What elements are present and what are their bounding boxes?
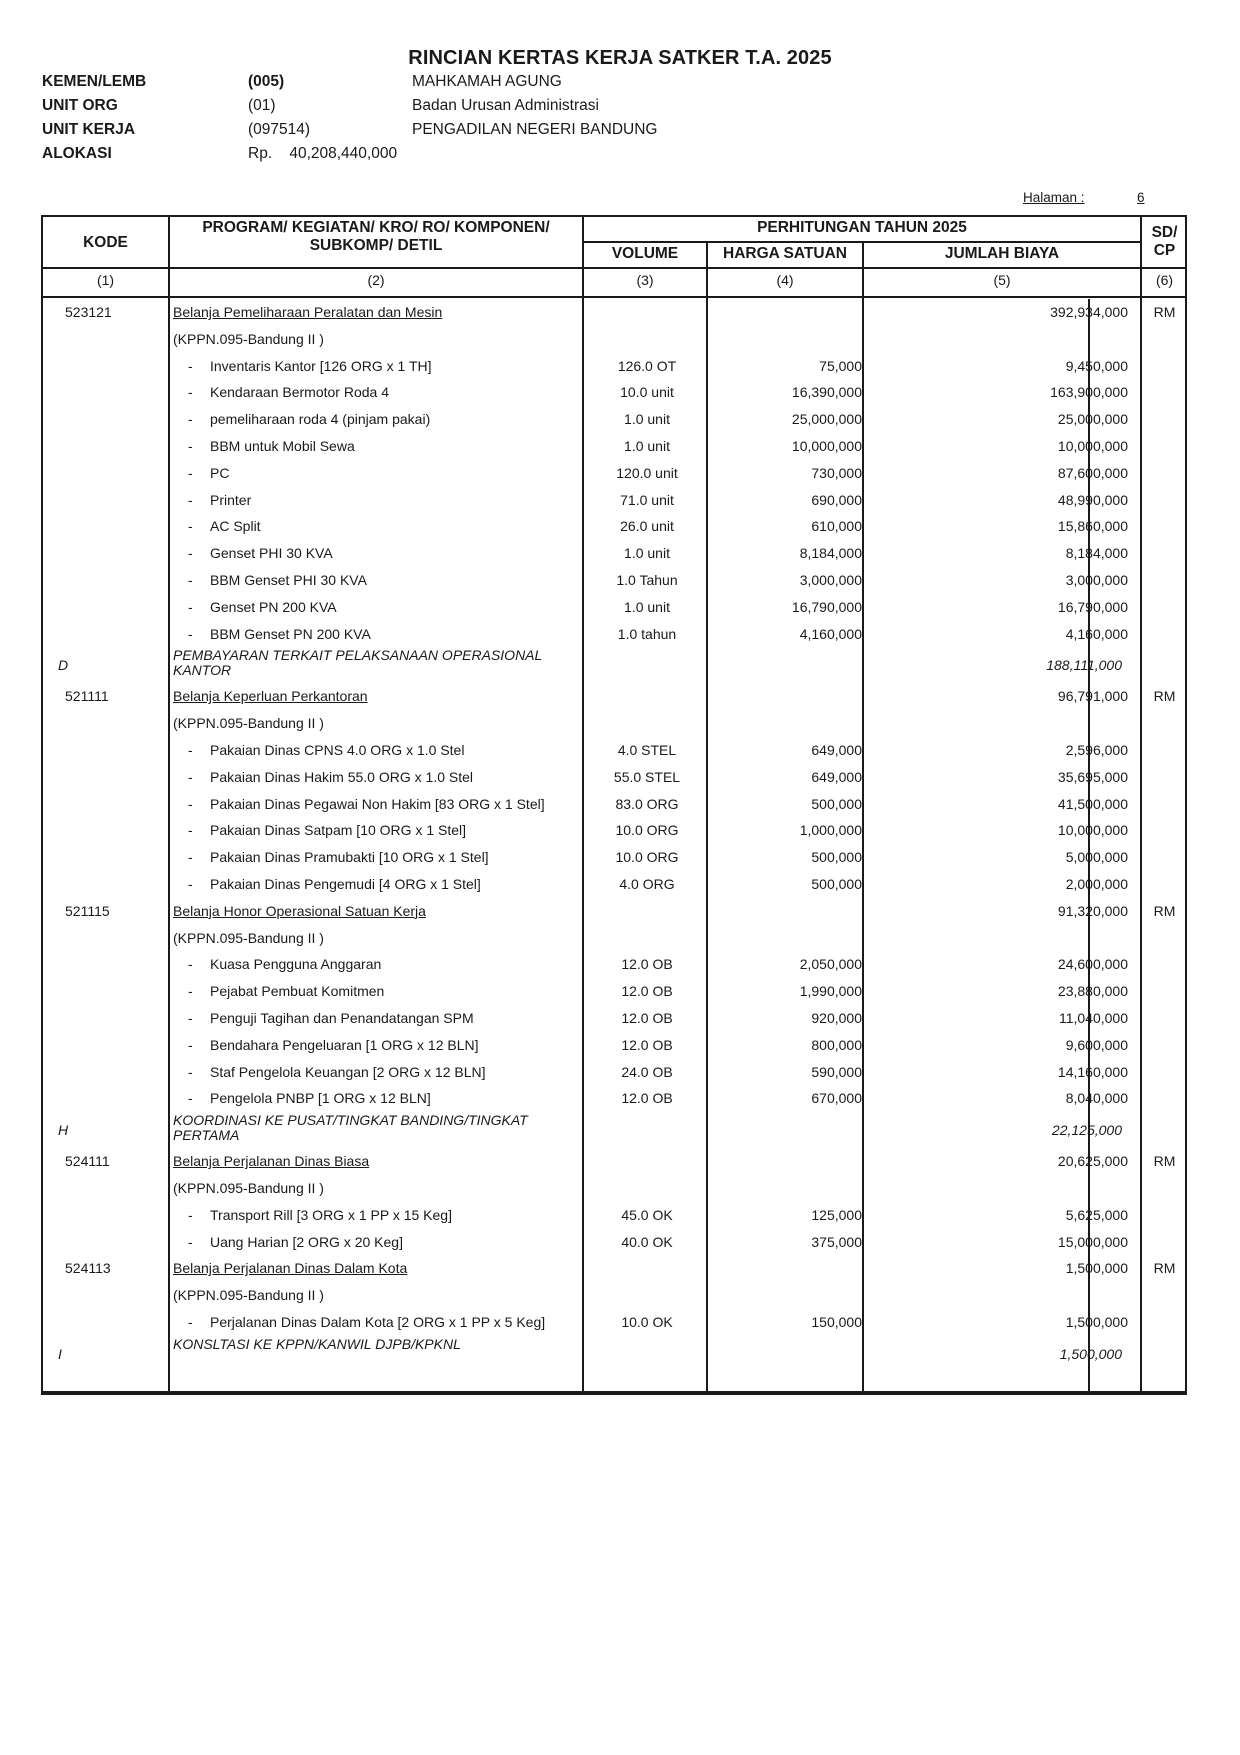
item-description: Pakaian Dinas Satpam [10 ORG x 1 Stel] <box>210 822 467 839</box>
source-of-funds: RM <box>1153 902 1176 919</box>
kppn-label: (KPPN.095-Bandung II ) <box>173 1179 324 1196</box>
item-description: Transport Rill [3 ORG x 1 PP x 15 Keg] <box>210 1206 452 1223</box>
bullet-dash: - <box>188 741 193 758</box>
item-total: 9,450,000 <box>1065 357 1128 374</box>
bullet-dash: - <box>188 384 193 401</box>
item-description: Pakaian Dinas Hakim 55.0 ORG x 1.0 Stel <box>210 768 474 785</box>
item-volume: 1.0 unit <box>624 437 670 454</box>
account-total: 96,791,000 <box>1057 688 1128 705</box>
table-row-item <box>43 1229 1185 1256</box>
bullet-dash: - <box>188 625 193 642</box>
item-description: pemeliharaan roda 4 (pinjam pakai) <box>210 411 431 428</box>
item-unit-price: 3,000,000 <box>799 571 862 588</box>
source-of-funds: RM <box>1153 1153 1176 1170</box>
component-total: 22,125,000 <box>1051 1122 1122 1139</box>
item-volume: 12.0 OB <box>621 983 673 1000</box>
meta-label: KEMEN/LEMB <box>42 73 147 90</box>
bullet-dash: - <box>188 464 193 481</box>
bullet-dash: - <box>188 545 193 562</box>
item-unit-price: 590,000 <box>811 1063 862 1080</box>
table-row-item <box>43 978 1185 1005</box>
table-row-item <box>43 621 1185 648</box>
account-total: 1,500,000 <box>1065 1260 1128 1277</box>
header-sd-line2: CP <box>1153 242 1176 259</box>
header-kode: KODE <box>83 234 128 251</box>
header-sd-cp <box>1142 224 1187 260</box>
item-total: 16,790,000 <box>1057 598 1128 615</box>
bullet-dash: - <box>188 1233 193 1250</box>
page-number: 6 <box>1137 190 1145 205</box>
account-code: 524113 <box>65 1260 111 1277</box>
item-total: 15,860,000 <box>1057 518 1128 535</box>
item-total: 15,000,000 <box>1057 1233 1128 1250</box>
item-volume: 4.0 STEL <box>617 741 677 758</box>
source-of-funds: RM <box>1153 688 1176 705</box>
meta-name: PENGADILAN NEGERI BANDUNG <box>412 121 658 138</box>
header-harga: HARGA SATUAN <box>723 245 847 262</box>
budget-table <box>41 215 1187 1393</box>
item-unit-price: 16,790,000 <box>791 598 862 615</box>
table-row-item <box>43 460 1185 487</box>
item-unit-price: 920,000 <box>811 1009 862 1026</box>
item-total: 10,000,000 <box>1057 822 1128 839</box>
table-row-item <box>43 487 1185 514</box>
component-code: D <box>58 657 69 674</box>
item-unit-price: 730,000 <box>811 464 862 481</box>
item-total: 25,000,000 <box>1057 411 1128 428</box>
item-description: AC Split <box>210 518 261 535</box>
component-code: H <box>58 1122 69 1139</box>
header-sd-line1: SD/ <box>1151 224 1178 241</box>
meta-name: MAHKAMAH AGUNG <box>412 73 562 90</box>
account-total: 392,934,000 <box>1050 304 1128 320</box>
bullet-dash: - <box>188 849 193 866</box>
header-program-line2: SUBKOMP/ DETIL <box>309 237 443 254</box>
table-row-item <box>43 951 1185 978</box>
item-unit-price: 8,184,000 <box>799 545 862 562</box>
meta-label: ALOKASI <box>42 145 112 162</box>
kppn-label: (KPPN.095-Bandung II ) <box>173 715 324 732</box>
item-description: PC <box>210 464 230 481</box>
item-volume: 120.0 unit <box>616 464 678 481</box>
header-volume: VOLUME <box>611 245 679 262</box>
item-total: 11,040,000 <box>1058 1009 1128 1026</box>
table-row-kppn <box>43 925 1185 952</box>
account-code: 524111 <box>65 1153 110 1170</box>
table-row-item <box>43 737 1185 764</box>
item-volume: 126.0 OT <box>617 357 677 374</box>
item-volume: 26.0 unit <box>620 518 674 535</box>
item-volume: 12.0 OB <box>621 1036 673 1053</box>
item-description: Pakaian Dinas Pegawai Non Hakim [83 ORG x 1 Stel] <box>210 795 545 812</box>
item-total: 24,600,000 <box>1057 956 1128 973</box>
item-volume: 83.0 ORG <box>615 795 679 812</box>
bullet-dash: - <box>188 598 193 615</box>
item-volume: 4.0 ORG <box>619 875 675 892</box>
item-unit-price: 649,000 <box>811 768 862 785</box>
bullet-dash: - <box>188 491 193 508</box>
kppn-label: (KPPN.095-Bandung II ) <box>173 330 324 347</box>
table-row-item <box>43 871 1185 898</box>
item-description: Inventaris Kantor [126 ORG x 1 TH] <box>210 357 432 374</box>
item-unit-price: 1,990,000 <box>799 983 862 1000</box>
account-name-link[interactable]: Belanja Perjalanan Dinas Dalam Kota <box>173 1260 408 1277</box>
item-description: Pengelola PNBP [1 ORG x 12 BLN] <box>210 1090 431 1107</box>
account-total: 91,320,000 <box>1057 902 1128 919</box>
bullet-dash: - <box>188 1206 193 1223</box>
header-jumlah: JUMLAH BIAYA <box>944 245 1060 262</box>
account-name-link[interactable]: Belanja Pemeliharaan Peralatan dan Mesin <box>173 304 443 320</box>
bullet-dash: - <box>188 1313 193 1330</box>
item-description: Genset PN 200 KVA <box>210 598 337 615</box>
bullet-dash: - <box>188 822 193 839</box>
header-perhitungan: PERHITUNGAN TAHUN 2025 <box>757 219 967 236</box>
item-total: 1,500,000 <box>1065 1313 1128 1330</box>
item-description: Pakaian Dinas CPNS 4.0 ORG x 1.0 Stel <box>210 741 465 758</box>
item-total: 163,900,000 <box>1050 384 1128 401</box>
account-total: 20,625,000 <box>1057 1153 1128 1170</box>
item-volume: 10.0 unit <box>620 384 674 401</box>
account-name-link[interactable]: Belanja Perjalanan Dinas Biasa <box>173 1153 370 1170</box>
table-row-kppn <box>43 710 1185 737</box>
meta-name: Badan Urusan Administrasi <box>412 97 599 114</box>
table-row-item <box>43 1032 1185 1059</box>
item-total: 48,990,000 <box>1057 491 1128 508</box>
item-volume: 1.0 Tahun <box>616 571 678 588</box>
meta-code: (01) <box>248 97 276 114</box>
item-volume: 12.0 OB <box>621 956 673 973</box>
account-name-link[interactable]: Belanja Keperluan Perkantoran <box>173 688 368 705</box>
item-total: 35,695,000 <box>1057 768 1128 785</box>
table-row-kppn <box>43 1175 1185 1202</box>
component-name: PEMBAYARAN TERKAIT PELAKSANAAN OPERASIONAL KANTOR <box>173 647 543 679</box>
table-row-item <box>43 353 1185 380</box>
item-description: Staf Pengelola Keuangan [2 ORG x 12 BLN] <box>210 1063 486 1080</box>
meta-code: (097514) <box>248 121 311 138</box>
item-volume: 10.0 ORG <box>615 822 679 839</box>
kppn-label: (KPPN.095-Bandung II ) <box>173 929 324 946</box>
item-description: BBM Genset PN 200 KVA <box>210 625 371 642</box>
bullet-dash: - <box>188 956 193 973</box>
kppn-label: (KPPN.095-Bandung II ) <box>173 1287 324 1304</box>
item-volume: 12.0 OB <box>621 1009 673 1026</box>
table-row-component <box>43 647 1185 683</box>
item-total: 4,160,000 <box>1065 625 1128 642</box>
bullet-dash: - <box>188 1036 193 1053</box>
bullet-dash: - <box>188 411 193 428</box>
document-title: RINCIAN KERTAS KERJA SATKER T.A. 2025 <box>408 47 832 69</box>
table-row-item <box>43 433 1185 460</box>
item-description: Bendahara Pengeluaran [1 ORG x 12 BLN] <box>210 1036 479 1053</box>
table-row-item <box>43 513 1185 540</box>
item-volume: 45.0 OK <box>621 1206 673 1223</box>
item-unit-price: 500,000 <box>811 795 862 812</box>
item-unit-price: 25,000,000 <box>791 411 862 428</box>
item-volume: 10.0 OK <box>621 1313 673 1330</box>
table-row-account <box>43 898 1185 925</box>
col-number-2: (2) <box>367 272 385 288</box>
item-unit-price: 16,390,000 <box>791 384 862 401</box>
bullet-dash: - <box>188 768 193 785</box>
meta-label: UNIT ORG <box>42 97 118 114</box>
table-row-item <box>43 764 1185 791</box>
col-number-4: (4) <box>776 272 794 288</box>
item-total: 2,000,000 <box>1065 875 1128 892</box>
component-name: KOORDINASI KE PUSAT/TINGKAT BANDING/TINGKAT PERTAMA <box>173 1112 528 1144</box>
meta-code: (005) <box>248 73 285 90</box>
item-description: Penguji Tagihan dan Penandatangan SPM <box>210 1009 474 1026</box>
item-total: 5,625,000 <box>1065 1206 1128 1223</box>
item-unit-price: 10,000,000 <box>791 437 862 454</box>
table-row-account <box>43 299 1185 326</box>
bullet-dash: - <box>188 1063 193 1080</box>
item-volume: 1.0 unit <box>624 598 670 615</box>
item-total: 87,600,000 <box>1057 464 1128 481</box>
table-row-account <box>43 1148 1185 1175</box>
item-unit-price: 670,000 <box>811 1090 862 1107</box>
item-unit-price: 375,000 <box>811 1233 862 1250</box>
item-unit-price: 610,000 <box>811 518 862 535</box>
table-row-item <box>43 844 1185 871</box>
table-row-item <box>43 1059 1185 1086</box>
component-total: 1,500,000 <box>1059 1345 1122 1362</box>
item-unit-price: 500,000 <box>811 875 862 892</box>
item-description: Pejabat Pembuat Komitmen <box>210 983 385 1000</box>
item-volume: 71.0 unit <box>620 491 674 508</box>
item-volume: 1.0 unit <box>624 545 670 562</box>
item-volume: 40.0 OK <box>621 1233 673 1250</box>
table-row-item <box>43 379 1185 406</box>
item-description: Pakaian Dinas Pengemudi [4 ORG x 1 Stel] <box>210 875 481 892</box>
bullet-dash: - <box>188 795 193 812</box>
item-unit-price: 690,000 <box>811 491 862 508</box>
component-total: 188,111,000 <box>1046 657 1122 674</box>
account-name-link[interactable]: Belanja Honor Operasional Satuan Kerja <box>173 902 426 919</box>
table-row-item <box>43 791 1185 818</box>
account-code: 521115 <box>65 902 110 919</box>
header-program-line1: PROGRAM/ KEGIATAN/ KRO/ RO/ KOMPONEN/ <box>202 219 550 236</box>
account-code: 521111 <box>65 688 109 705</box>
header-program <box>170 215 582 255</box>
bullet-dash: - <box>188 571 193 588</box>
item-total: 10,000,000 <box>1057 437 1128 454</box>
source-of-funds: RM <box>1153 1260 1176 1277</box>
item-total: 23,880,000 <box>1057 983 1128 1000</box>
item-description: Perjalanan Dinas Dalam Kota [2 ORG x 1 PP x 5 Keg] <box>210 1313 546 1330</box>
item-unit-price: 2,050,000 <box>799 956 862 973</box>
table-row-item <box>43 1309 1185 1336</box>
item-unit-price: 125,000 <box>811 1206 862 1223</box>
bullet-dash: - <box>188 1009 193 1026</box>
meta-label: UNIT KERJA <box>42 121 136 138</box>
table-row-item <box>43 540 1185 567</box>
item-volume: 12.0 OB <box>621 1090 673 1107</box>
bullet-dash: - <box>188 518 193 535</box>
bullet-dash: - <box>188 875 193 892</box>
item-unit-price: 800,000 <box>811 1036 862 1053</box>
item-description: Pakaian Dinas Pramubakti [10 ORG x 1 Stel] <box>210 849 489 866</box>
item-description: Printer <box>210 491 252 508</box>
table-row-kppn <box>43 1282 1185 1309</box>
bullet-dash: - <box>188 983 193 1000</box>
item-description: Uang Harian [2 ORG x 20 Keg] <box>210 1233 403 1250</box>
item-description: BBM Genset PHI 30 KVA <box>210 571 367 588</box>
item-description: BBM untuk Mobil Sewa <box>210 437 355 454</box>
account-code: 523121 <box>65 304 112 320</box>
item-description: Genset PHI 30 KVA <box>210 545 333 562</box>
bullet-dash: - <box>188 357 193 374</box>
item-volume: 1.0 tahun <box>617 625 677 642</box>
item-description: Kuasa Pengguna Anggaran <box>210 956 382 973</box>
table-row-account <box>43 1255 1185 1282</box>
table-row-item <box>43 594 1185 621</box>
table-body <box>43 299 1185 1372</box>
table-row-component <box>43 1336 1185 1372</box>
item-total: 9,600,000 <box>1065 1036 1128 1053</box>
item-volume: 55.0 STEL <box>613 768 681 785</box>
component-name: KONSLTASI KE KPPN/KANWIL DJPB/KPKNL <box>173 1335 461 1352</box>
col-number-3: (3) <box>636 272 654 288</box>
bullet-dash: - <box>188 437 193 454</box>
item-volume: 1.0 unit <box>624 411 670 428</box>
table-row-item <box>43 1005 1185 1032</box>
item-total: 8,184,000 <box>1065 545 1128 562</box>
table-row-component <box>43 1112 1185 1148</box>
table-row-item <box>43 567 1185 594</box>
meta-code: Rp. 40,208,440,000 <box>248 145 398 162</box>
item-total: 41,500,000 <box>1057 795 1128 812</box>
item-unit-price: 75,000 <box>819 357 862 374</box>
table-bottom-rule <box>41 1393 1187 1395</box>
item-unit-price: 4,160,000 <box>799 625 862 642</box>
table-row-item <box>43 1085 1185 1112</box>
item-total: 14,160,000 <box>1057 1063 1128 1080</box>
item-unit-price: 649,000 <box>811 741 862 758</box>
col-number-5: (5) <box>993 272 1011 288</box>
item-volume: 10.0 ORG <box>615 849 679 866</box>
source-of-funds: RM <box>1153 304 1176 320</box>
component-code: I <box>58 1345 62 1362</box>
item-unit-price: 1,000,000 <box>799 822 862 839</box>
item-description: Kendaraan Bermotor Roda 4 <box>210 384 389 401</box>
bullet-dash: - <box>188 1090 193 1107</box>
item-total: 2,596,000 <box>1065 741 1128 758</box>
item-unit-price: 150,000 <box>811 1313 862 1330</box>
table-row-kppn <box>43 326 1185 353</box>
table-row-item <box>43 1202 1185 1229</box>
table-row-item <box>43 817 1185 844</box>
item-total: 3,000,000 <box>1065 571 1128 588</box>
page-label: Halaman : <box>1023 190 1085 205</box>
col-number-1: (1) <box>96 272 115 288</box>
item-total: 5,000,000 <box>1065 849 1128 866</box>
col-number-6: (6) <box>1155 272 1174 288</box>
item-unit-price: 500,000 <box>811 849 862 866</box>
item-volume: 24.0 OB <box>621 1063 673 1080</box>
table-row-item <box>43 406 1185 433</box>
table-row-account <box>43 683 1185 710</box>
item-total: 8,040,000 <box>1065 1090 1128 1107</box>
